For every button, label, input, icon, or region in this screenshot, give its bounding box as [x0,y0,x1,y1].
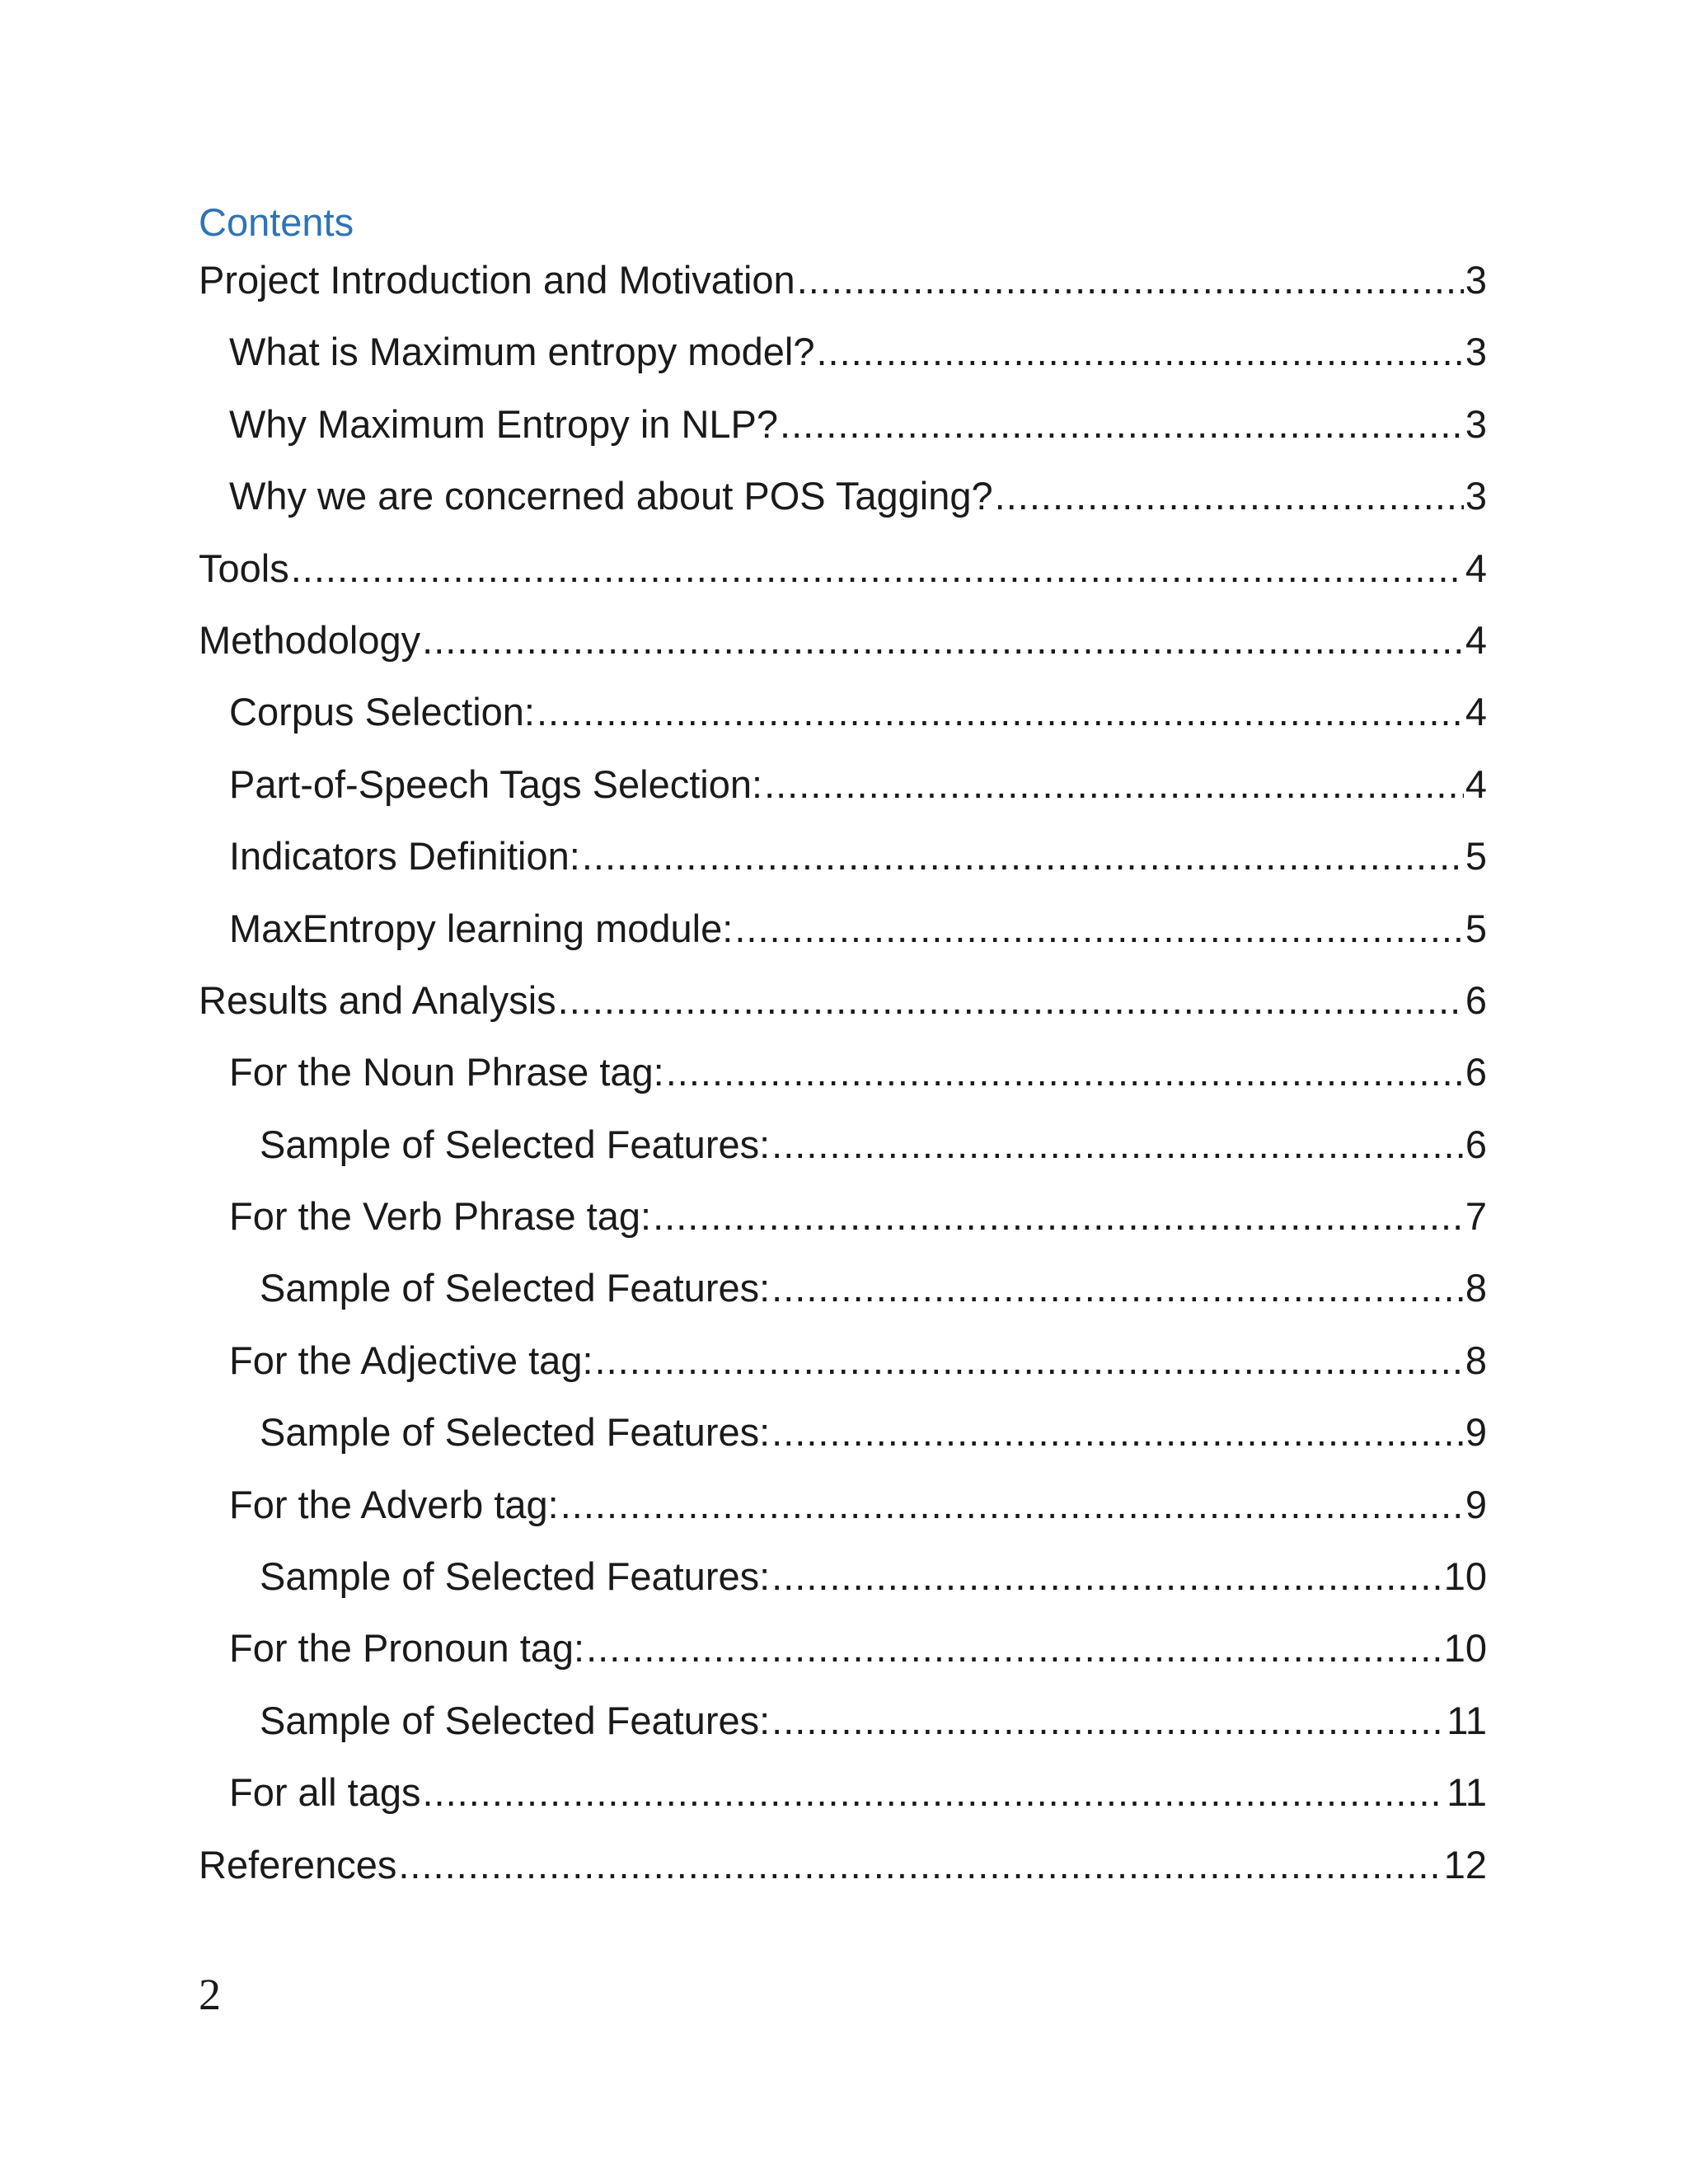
dot-leader [291,544,1464,593]
dot-leader [422,616,1464,665]
toc-entry[interactable] [199,687,1487,759]
page-number: 2 [199,1970,221,2019]
toc-entry-title[interactable]: Sample of Selected Features: [260,1122,771,1166]
dot-leader [653,1192,1464,1241]
dot-leader [771,1696,1445,1746]
dot-leader [771,1263,1464,1313]
toc-heading: Contents [199,200,354,244]
toc-entry-title[interactable]: For all tags [229,1770,421,1815]
toc-entry-title[interactable]: Sample of Selected Features: [260,1266,771,1310]
toc-entry-page[interactable]: 8 [1465,1338,1487,1382]
toc-entry-page[interactable]: 6 [1465,977,1487,1022]
toc-entry[interactable] [199,760,1487,832]
toc-entry-page[interactable]: 12 [1443,1842,1487,1886]
toc-entry-title[interactable]: MaxEntropy learning module: [229,906,734,950]
toc-entry[interactable] [199,904,1487,976]
toc-entry-title[interactable]: Sample of Selected Features: [260,1554,771,1599]
toc-entry[interactable] [199,1624,1487,1695]
dot-leader [422,1768,1445,1817]
toc-entry-title[interactable]: Results and Analysis [199,977,556,1022]
toc-entry[interactable] [199,976,1487,1047]
toc-entry-title[interactable]: Sample of Selected Features: [260,1698,771,1742]
toc-entry-page[interactable]: 3 [1465,258,1487,302]
toc-entry[interactable] [199,1047,1487,1119]
toc-entry-title[interactable]: Corpus Selection: [229,690,535,734]
toc-entry-page[interactable]: 7 [1465,1194,1487,1239]
dot-leader [734,904,1464,954]
toc-entry-page[interactable]: 4 [1465,617,1487,662]
dot-leader [764,760,1464,809]
toc-entry[interactable] [199,1120,1487,1192]
toc-entry-page[interactable]: 9 [1465,1410,1487,1455]
table-of-contents [199,255,1487,1912]
toc-entry-title[interactable]: For the Noun Phrase tag: [229,1050,664,1094]
toc-entry-title[interactable]: For the Pronoun tag: [229,1626,585,1671]
toc-entry[interactable] [199,1263,1487,1335]
toc-entry[interactable] [199,1696,1487,1768]
dot-leader [666,1047,1464,1097]
toc-entry-page[interactable]: 11 [1447,1698,1487,1742]
toc-entry-page[interactable]: 9 [1465,1482,1487,1526]
dot-leader [797,255,1464,305]
toc-entry-page[interactable]: 4 [1465,762,1487,806]
toc-entry-page[interactable]: 5 [1465,834,1487,879]
toc-entry[interactable] [199,471,1487,543]
toc-entry-page[interactable]: 6 [1465,1122,1487,1166]
toc-entry-page[interactable]: 5 [1465,906,1487,950]
toc-entry-title[interactable]: Indicators Definition: [229,834,580,879]
toc-entry-title[interactable]: Tools [199,546,289,590]
dot-leader [771,1408,1464,1457]
dot-leader [816,327,1463,377]
toc-entry-title[interactable]: References [199,1842,397,1886]
toc-entry-page[interactable]: 4 [1465,546,1487,590]
dot-leader [560,1480,1464,1530]
toc-entry-page[interactable]: 11 [1447,1770,1487,1815]
toc-entry[interactable] [199,327,1487,399]
toc-entry[interactable] [199,616,1487,687]
toc-entry[interactable] [199,255,1487,327]
toc-entry-title[interactable]: For the Adjective tag: [229,1338,593,1382]
toc-entry[interactable] [199,1768,1487,1840]
toc-entry-title[interactable]: What is Maximum entropy model? [229,330,815,374]
dot-leader [582,832,1464,881]
dot-leader [537,687,1464,737]
toc-entry-page[interactable]: 10 [1443,1626,1487,1671]
toc-entry-page[interactable]: 3 [1465,474,1487,518]
toc-entry[interactable] [199,1840,1487,1912]
toc-entry-title[interactable]: Sample of Selected Features: [260,1410,771,1455]
dot-leader [995,471,1464,521]
toc-entry-page[interactable]: 10 [1443,1554,1487,1599]
toc-entry-title[interactable]: For the Adverb tag: [229,1482,559,1526]
toc-entry[interactable] [199,544,1487,616]
toc-entry-page[interactable]: 3 [1465,401,1487,446]
toc-entry-title[interactable]: Part-of-Speech Tags Selection: [229,762,763,806]
toc-entry-page[interactable]: 3 [1465,330,1487,374]
toc-entry[interactable] [199,832,1487,903]
toc-entry-title[interactable]: Methodology [199,617,421,662]
toc-entry-page[interactable]: 8 [1465,1266,1487,1310]
toc-entry-title[interactable]: For the Verb Phrase tag: [229,1194,652,1239]
dot-leader [398,1840,1442,1890]
dot-leader [558,976,1464,1025]
toc-entry-page[interactable]: 6 [1465,1050,1487,1094]
toc-entry-page[interactable]: 4 [1465,690,1487,734]
dot-leader [780,400,1464,449]
toc-entry[interactable] [199,1192,1487,1263]
toc-entry-title[interactable]: Why we are concerned about POS Tagging? [229,474,993,518]
toc-entry-title[interactable]: Why Maximum Entropy in NLP? [229,401,779,446]
toc-entry[interactable] [199,1480,1487,1552]
toc-entry[interactable] [199,1552,1487,1624]
toc-entry[interactable] [199,1336,1487,1408]
dot-leader [595,1336,1464,1385]
toc-entry[interactable] [199,1408,1487,1479]
toc-entry[interactable] [199,400,1487,471]
toc-entry-title[interactable]: Project Introduction and Motivation [199,258,795,302]
dot-leader [771,1552,1442,1601]
dot-leader [771,1120,1464,1169]
dot-leader [586,1624,1442,1673]
